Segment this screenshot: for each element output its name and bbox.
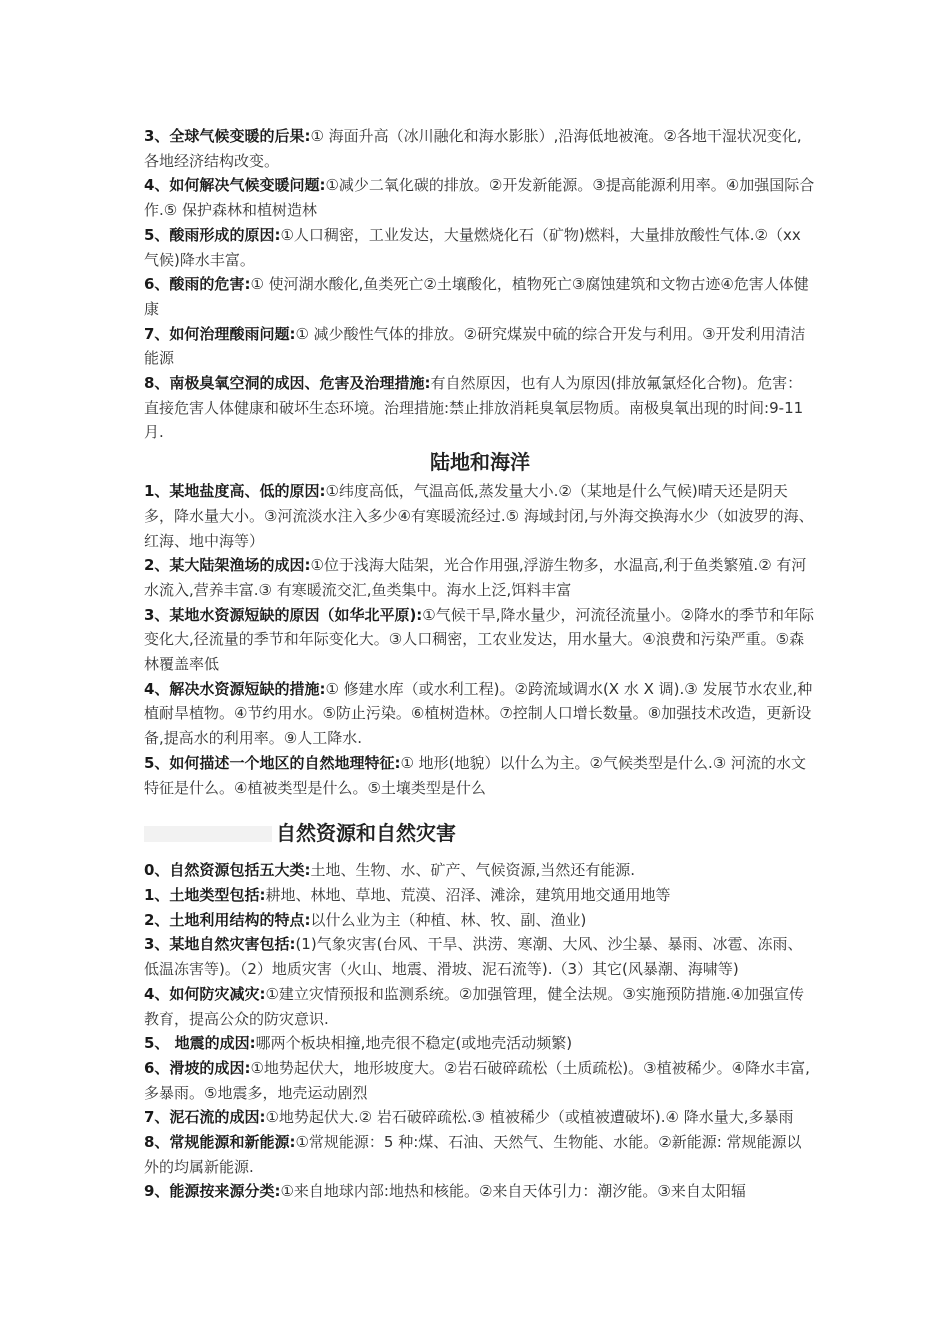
item-text: ① 修建水库（或水利工程)。②跨流域调水(X 水 X 调).③ 发展节水农业,种植耐旱植物。④节约用水。⑤防止污染。⑥植树造林。⑦控制人口增长数量。⑧加强技术改造，更新设备,提高水的利用率。⑨人工降水. <box>144 679 813 748</box>
item-text: ①建立灾情预报和监测系统。②加强管理，健全法规。③实施预防措施.④加强宣传教育，提高公众的防灾意识. <box>144 984 804 1028</box>
item-text: 耕地、林地、草地、荒漠、沼泽、滩涂，建筑用地交通用地等 <box>265 885 671 904</box>
list-item <box>144 371 816 445</box>
list-item <box>144 479 816 553</box>
item-heading: 3、某地水资源短缺的原因（如华北平原): <box>144 605 423 624</box>
item-text: 土地、生物、水、矿产、气候资源,当然还有能源. <box>310 861 635 880</box>
section-climate-environment <box>144 124 816 445</box>
list-item <box>144 982 816 1031</box>
section-title-resources-disasters: 自然资源和自然灾害 <box>276 821 456 846</box>
list-item <box>144 124 816 173</box>
item-text: ①减少二氧化碳的排放。②开发新能源。③提高能源利用率。④加强国际合作.⑤ 保护森林和植树造林 <box>144 176 815 220</box>
item-heading: 7、如何治理酸雨问题: <box>144 324 296 343</box>
list-item <box>144 272 816 321</box>
item-text: ① 地形(地貌）以什么为主。②气候类型是什么.③ 河流的水文特征是什么。④植被类型是什么。⑤土壤类型是什么 <box>144 753 806 797</box>
item-text: 以什么业为主（种植、林、牧、副、渔业) <box>310 910 587 929</box>
list-item <box>144 223 816 272</box>
item-heading: 4、如何解决气候变暖问题: <box>144 176 326 195</box>
list-item <box>144 322 816 371</box>
item-heading: 4、如何防灾减灾: <box>144 984 266 1003</box>
item-heading: 3、某地自然灾害包括: <box>144 935 296 954</box>
item-text: ①纬度高低，气温高低,蒸发量大小.②（某地是什么气候)晴天还是阴天多，降水量大小。③河流淡水注入多少④有寒暖流经过.⑤ 海域封闭,与外海交换海水少（如波罗的海、红海、地中海等） <box>144 482 814 550</box>
list-item <box>144 1105 816 1130</box>
section-resources-disasters <box>144 858 816 1204</box>
section-title-land-ocean: 陆地和海洋 <box>430 450 530 475</box>
item-heading: 6、酸雨的危害: <box>144 275 251 294</box>
item-heading: 8、常规能源和新能源: <box>144 1133 296 1152</box>
item-heading: 2、某大陆架渔场的成因: <box>144 556 311 575</box>
item-text: ① 减少酸性气体的排放。②研究煤炭中硫的综合开发与利用。③开发利用清洁能源 <box>144 324 806 368</box>
list-item <box>144 1056 816 1105</box>
section-header-resources-disasters <box>144 818 816 846</box>
list-item <box>144 173 816 222</box>
item-text: ① 海面升高（冰川融化和海水影胀）,沿海低地被淹。②各地干湿状况变化,各地经济结构改变。 <box>144 127 802 170</box>
item-heading: 5、酸雨形成的原因: <box>144 225 281 244</box>
item-heading: 5、 地震的成因: <box>144 1034 256 1053</box>
item-heading: 9、能源按来源分类: <box>144 1182 281 1201</box>
item-heading: 3、全球气候变暖的后果: <box>144 127 311 145</box>
item-text: ①人口稠密，工业发达，大量燃烧化石（矿物)燃料，大量排放酸性气体.②（xx 气候)降水丰富。 <box>144 225 801 269</box>
item-text: ①地势起伏大，地形坡度大。②岩石破碎疏松（土质疏松)。③植被稀少。④降水丰富,多暴雨。⑤地震多，地壳运动剧烈 <box>144 1058 810 1102</box>
list-item <box>144 1179 816 1204</box>
document-page <box>144 124 816 1204</box>
list-item <box>144 1130 816 1179</box>
item-heading: 8、南极臭氧空洞的成因、危害及治理措施: <box>144 374 431 393</box>
item-text: ①地势起伏大.② 岩石破碎疏松.③ 植被稀少（或植被遭破坏).④ 降水量大,多暴雨 <box>265 1108 794 1127</box>
item-heading: 2、土地利用结构的特点: <box>144 910 311 929</box>
item-heading: 1、某地盐度高、低的原因: <box>144 482 326 501</box>
list-item <box>144 603 816 677</box>
item-heading: 4、解决水资源短缺的措施: <box>144 679 326 698</box>
item-text: ①常规能源：5 种:煤、石油、天然气、生物能、水能。②新能源: 常规能源以外的均属新能源. <box>144 1133 802 1176</box>
list-item <box>144 751 816 800</box>
list-item <box>144 883 816 908</box>
highlight-bar <box>144 826 272 842</box>
item-text: ① 使河湖水酸化,鱼类死亡②土壤酸化，植物死亡③腐蚀建筑和文物古迹④危害人体健康 <box>144 275 809 318</box>
item-text: ①来自地球内部:地热和核能。②来自天体引力：潮汐能。③来自太阳辐 <box>280 1182 746 1201</box>
list-item <box>144 677 816 751</box>
item-heading: 7、泥石流的成因: <box>144 1108 266 1127</box>
list-item <box>144 932 816 981</box>
list-item <box>144 1031 816 1056</box>
item-text: 有自然原因，也有人为原因(排放氟氯烃化合物)。危害：直接危害人体健康和破坏生态环境。治理措施:禁止排放消耗臭氧层物质。南极臭氧出现的时间:9-11 月. <box>144 374 804 442</box>
item-heading: 0、自然资源包括五大类: <box>144 861 311 880</box>
item-heading: 6、滑坡的成因: <box>144 1058 251 1077</box>
item-text: (1)气象灾害(台风、干旱、洪涝、寒潮、大风、沙尘暴、暴雨、冰雹、冻雨、低温冻害等)。（2）地质灾害（火山、地震、滑坡、泥石流等).（3）其它(风暴潮、海啸等) <box>144 935 803 979</box>
list-item <box>144 908 816 933</box>
item-text: 哪两个板块相撞,地壳很不稳定(或地壳活动频繁) <box>255 1034 573 1053</box>
item-heading: 1、土地类型包括: <box>144 885 266 904</box>
item-text: ①位于浅海大陆架，光合作用强,浮游生物多，水温高,利于鱼类繁殖.② 有河水流入,营养丰富.③ 有寒暖流交汇,鱼类集中。海水上泛,饵料丰富 <box>144 556 807 599</box>
list-item <box>144 553 816 602</box>
list-item <box>144 858 816 883</box>
item-heading: 5、如何描述一个地区的自然地理特征: <box>144 753 401 772</box>
item-text: ①气候干旱,降水量少，河流径流量小。②降水的季节和年际变化大,径流量的季节和年际变化大。③人口稠密，工农业发达，用水量大。④浪费和污染严重。⑤森林覆盖率低 <box>144 605 814 674</box>
section-land-ocean <box>144 479 816 800</box>
